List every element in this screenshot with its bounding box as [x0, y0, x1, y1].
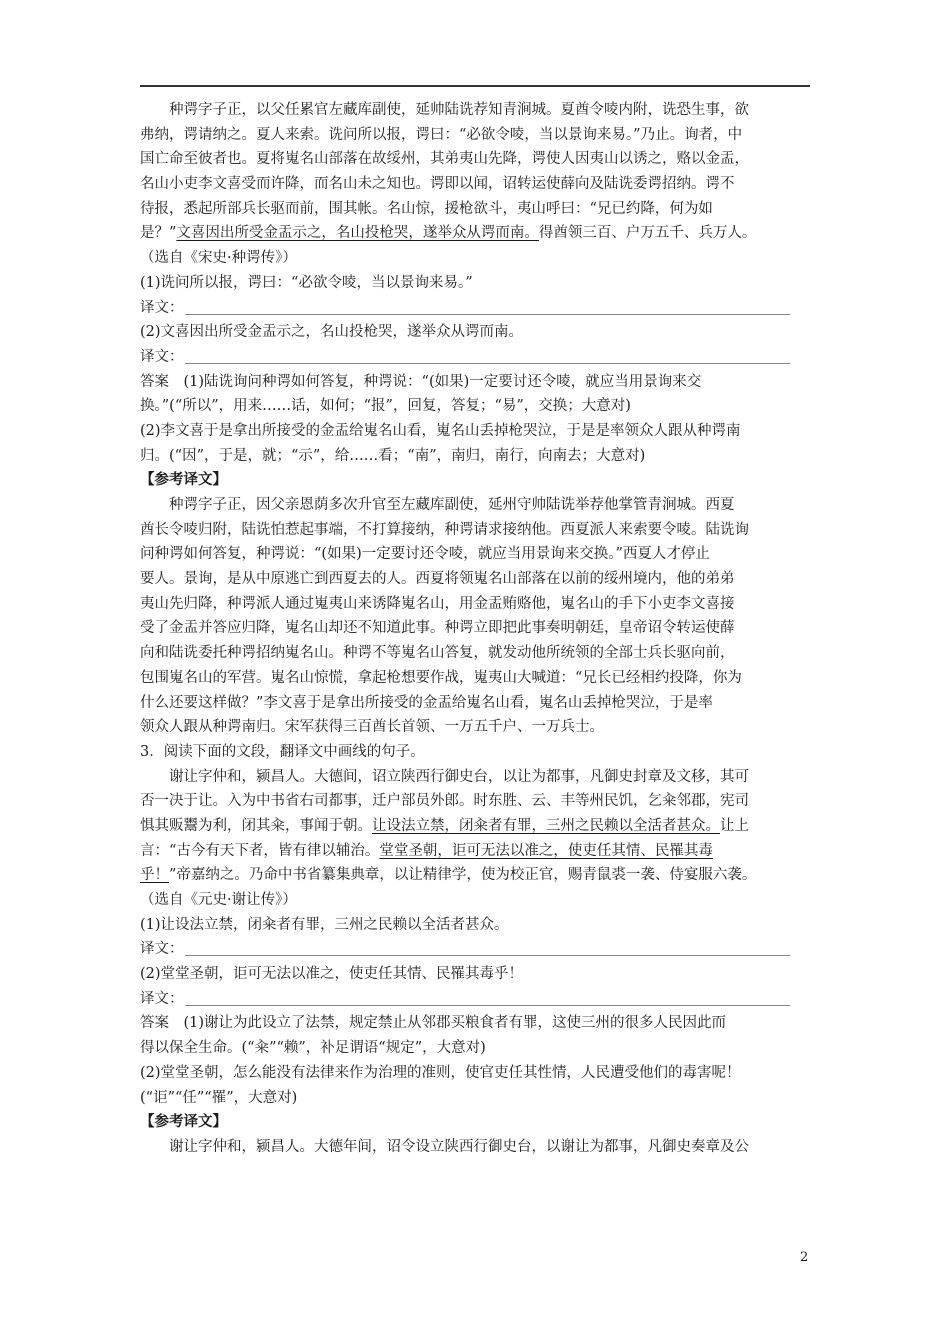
- passage3-line: 否一决于让。入为中书省右司都事，迁户部员外郎。时东胜、云、丰等州民饥，乞籴邻郡，宪司: [140, 793, 749, 810]
- translation-blank: 译文：: [140, 937, 810, 962]
- source-citation: （选自《元史·谢让传》）: [140, 892, 297, 908]
- passage3-line: 惧其贩鬻为利，闭其籴，事闻于朝。让设法立禁，闭籴者有罪，三州之民赖以全活者甚众。让上: [140, 817, 749, 834]
- answer-line: (2)堂堂圣朝，怎么能没有法律来作为治理的准则，使官吏任其性情，人民遭受他们的毒害呢！: [140, 1064, 741, 1081]
- question-2: (2)堂堂圣朝，讵可无法以准之，使吏任其情、民罹其毒乎！: [140, 966, 524, 983]
- translation-blank: 译文：: [140, 345, 810, 370]
- page-number: 2: [800, 1250, 809, 1265]
- reference-line: 包围嵬名山的军营。嵬名山惊慌，拿起枪想要作战，嵬夷山大喊道：“兄长已经相约投降，你为: [140, 669, 742, 686]
- reference-line: 谢让字仲和，颍昌人。大德年间，诏令设立陕西行御史台，以谢让为都事，凡御史奏章及公: [169, 1138, 749, 1155]
- reference-line: 酋长令㖫归附，陆诜怕惹起事端，不打算接纳，种谔请求接纳他。西夏派人来索要令㖫。陆诜询: [140, 521, 749, 538]
- answer-line: 答案 (1)谢让为此设立了法禁，规定禁止从邻郡买粮食者有罪，这使三州的很多人民因此而: [140, 1015, 727, 1032]
- passage2-line: 待报，悉起所部兵长驱而前，围其帐。名山惊，援枪欲斗，夷山呼曰：“兄已约降，何为如: [140, 200, 713, 217]
- answer-line: 答案 (1)陆诜询问种谔如何答复，种谔说：“(如果)一定要讨还令㖫，就应当用景询来交: [140, 373, 702, 390]
- reference-line: 要人。景询，是从中原逃亡到西夏去的人。西夏将领嵬名山部落在以前的绥州境内，他的弟弟: [140, 571, 735, 588]
- answer-line: (2)李文喜于是拿出所接受的金盂给嵬名山看，嵬名山丢掉枪哭泣，于是是率领众人跟从种谔南: [140, 422, 741, 439]
- reference-line: 问种谔如何答复，种谔说：“(如果)一定要讨还令㖫，就应当用景询来交换。”西夏人才停止: [140, 546, 710, 563]
- reference-line: 受了金盂并答应归降，嵬名山却还不知道此事。种谔立即把此事奏明朝廷，皇帝诏令转运使薛: [140, 620, 735, 637]
- underlined-sentence: 让设法立禁，闭籴者有罪，三州之民赖以全活者甚众。: [372, 817, 720, 834]
- reference-line: 种谔字子正，因父亲恩荫多次升官至左藏库副使，延州守帅陆诜举荐他掌管青涧城。西夏: [169, 497, 735, 513]
- question-2: (2)文喜因出所受金盂示之，名山投枪哭，遂举众从谔而南。: [140, 324, 524, 341]
- underlined-sentence: 堂堂圣朝，讵可无法以准之，使吏任其情、民罹其毒: [379, 842, 713, 859]
- answer-line: (“讵”“任”“罹”，大意对): [140, 1089, 298, 1106]
- underlined-sentence: 文喜因出所受金盂示之，名山投枪哭，遂举众从谔而南。: [176, 225, 539, 242]
- translation-blank: 译文：: [140, 296, 810, 321]
- passage2-line: 种谔字子正，以父任累官左藏库副使，延帅陆诜荐知青涧城。夏酋令㖫内附，诜恐生事，欲: [169, 102, 749, 118]
- underlined-sentence: 乎！: [140, 867, 169, 884]
- document-body: [140, 98, 810, 1160]
- reference-line: 什么还要这样做？”李文喜于是拿出所接受的金盂给嵬名山看，嵬名山丢掉枪哭泣，于是率: [140, 694, 713, 711]
- passage3-line: 谢让字仲和，颍昌人。大德间，诏立陕西行御史台，以让为都事，凡御史封章及文移，其可: [169, 768, 749, 785]
- passage3-line: 言：“古今有天下者，皆有律以辅治。堂堂圣朝，讵可无法以准之，使吏任其情、民罹其毒: [140, 842, 713, 859]
- question-1: (1)诜问所以报，谔曰：“必欲令㖫，当以景询来易。”: [140, 274, 473, 291]
- reference-line: 夷山先归降，种谔派人通过嵬夷山来诱降嵬名山，用金盂贿赂他，嵬名山的手下小吏李文喜接: [140, 595, 735, 612]
- reference-line: 向和陆诜委托种谔招纳嵬名山。种谔不等嵬名山答复，就发动他所统领的全部士兵长驱向前，: [140, 645, 735, 662]
- passage3-line: 乎！”帝嘉纳之。乃命中书省纂集典章，以让精律学，使为校正官，赐青鼠裘一袭、侍宴服六袭。: [140, 867, 757, 884]
- answer-line: 归。(“因”，于是，就；“示”，给……看；“南”，南归，南行，向南去；大意对): [140, 447, 646, 464]
- answer-line: 换。”(“所以”，用来……话，如何；“报”，回复，答复；“易”，交换；大意对): [140, 398, 631, 415]
- reference-heading: 【参考译文】: [140, 471, 227, 489]
- passage2-line: 名山小吏李文喜受而许降，而名山未之知也。谔即以闻，诏转运使薛向及陆诜委谔招纳。谔不: [140, 176, 735, 193]
- question-heading: 3．阅读下面的文段，翻译文中画线的句子。: [140, 743, 425, 760]
- passage2-line: 是？”文喜因出所受金盂示之，名山投枪哭，遂举众从谔而南。得酋领三百、户万五千、兵万人。: [140, 225, 757, 242]
- passage2-line: 弗纳，谔请纳之。夏人来索。诜问所以报，谔曰：“必欲令㖫，当以景询来易。”乃止。询者，中: [140, 126, 743, 143]
- answer-line: 得以保全生命。(“籴”“赖”，补足谓语“规定”，大意对): [140, 1040, 486, 1057]
- reference-line: 领众人跟从种谔南归。宋军获得三百酋长首领、一万五千户、一万兵士。: [140, 719, 604, 736]
- header-rule: [140, 85, 810, 87]
- reference-heading: 【参考译文】: [140, 1113, 227, 1131]
- question-1: (1)让设法立禁，闭籴者有罪，三州之民赖以全活者甚众。: [140, 916, 509, 933]
- source-citation: （选自《宋史·种谔传》）: [140, 250, 297, 267]
- passage2-line: 国亡命至彼者也。夏将嵬名山部落在故绥州，其弟夷山先降，谔使人因夷山以诱之，赂以金盂，: [140, 151, 749, 168]
- translation-blank: 译文：: [140, 987, 810, 1012]
